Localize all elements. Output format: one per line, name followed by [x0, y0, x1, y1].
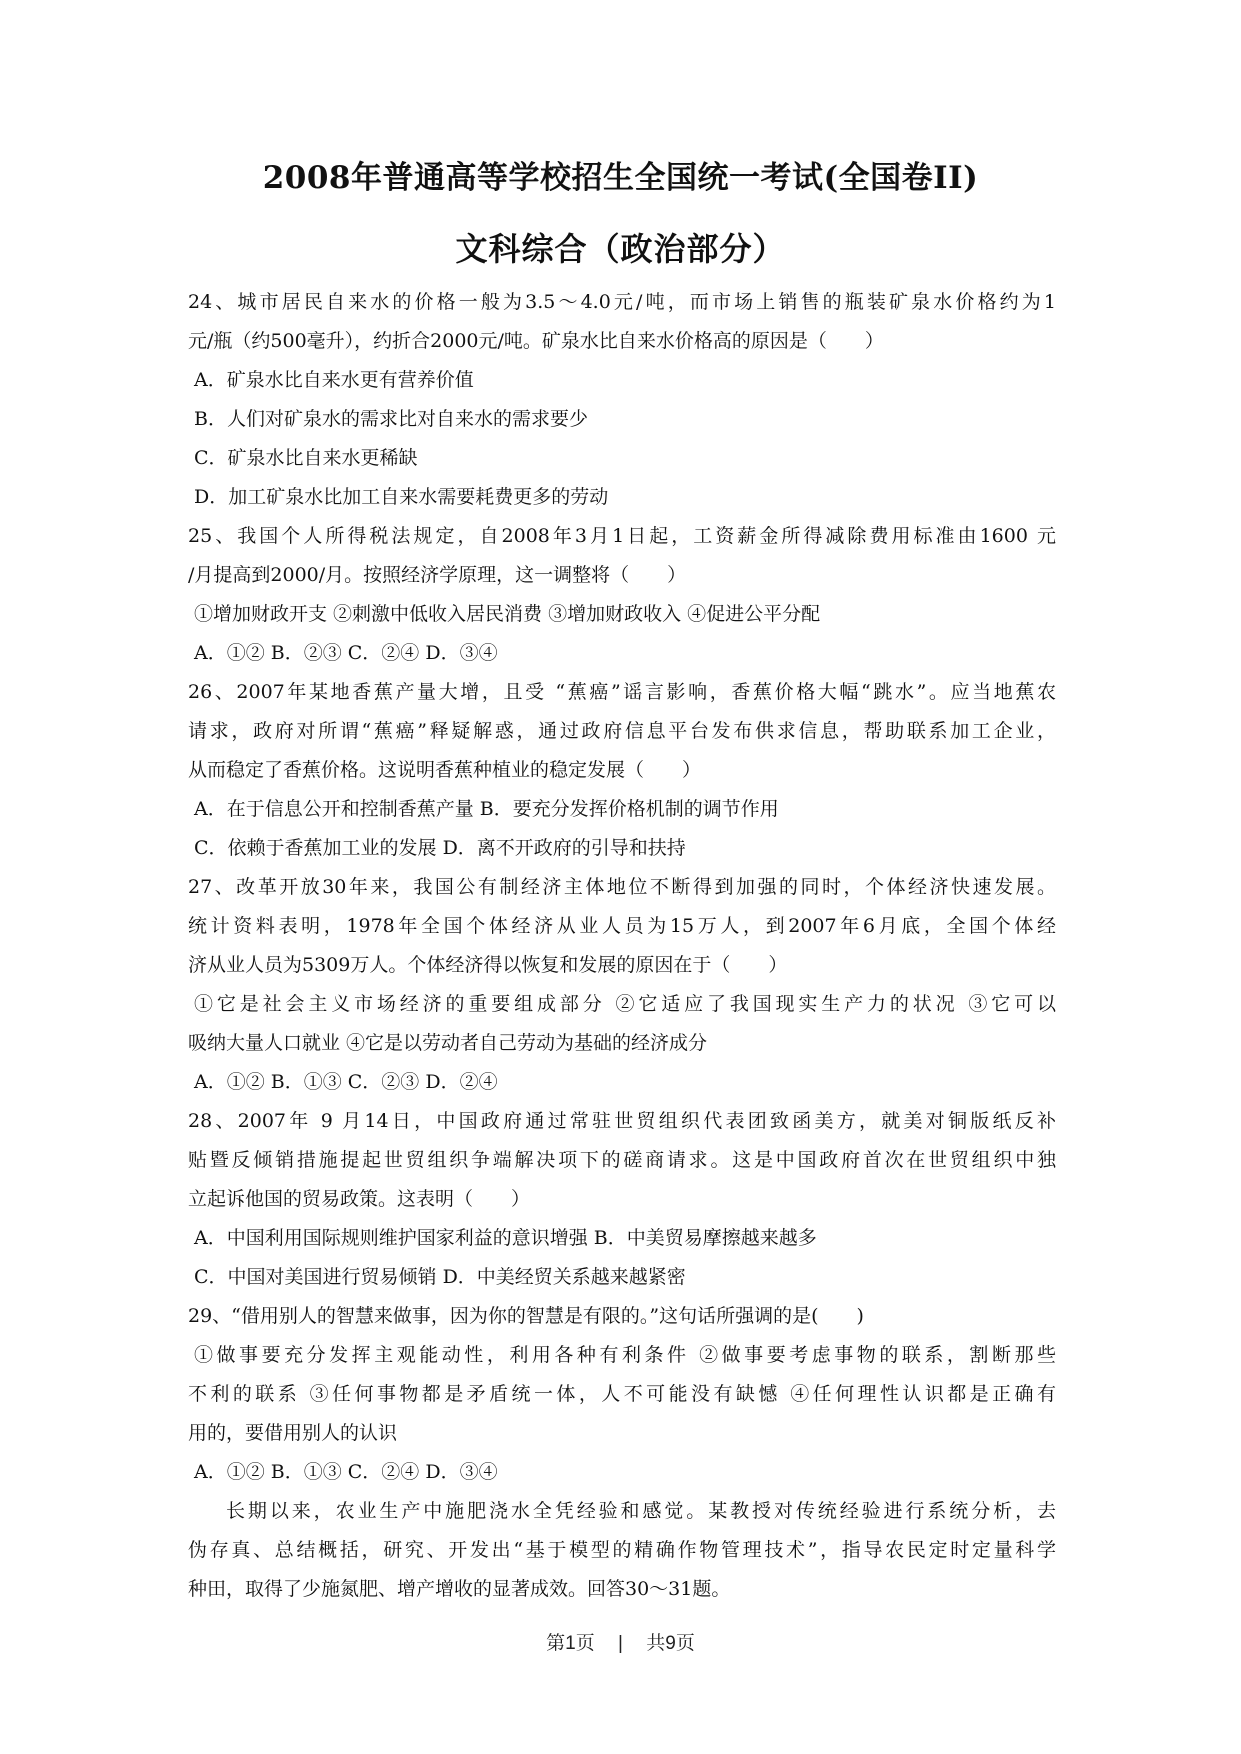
q26-options-ab: A．在于信息公开和控制香蕉产量 B．要充分发挥价格机制的调节作用	[194, 798, 779, 820]
q28-options-cd: C．中国对美国进行贸易倾销 D．中美经贸关系越来越紧密	[194, 1266, 686, 1288]
q24-stem-line-1: 24、城市居民自来水的价格一般为3.5～4.0元/吨，而市场上销售的瓶装矿泉水价格约为1	[188, 291, 1056, 313]
exam-subtitle: 文科综合（政治部分）	[455, 230, 786, 268]
q27-statements-line-1: ①它是社会主义市场经济的重要组成部分 ②它适应了我国现实生产力的状况 ③它可以	[194, 993, 1056, 1015]
q27-stem-line-2: 统计资料表明，1978年全国个体经济从业人员为15万人，到2007年6月底，全国个体经	[188, 915, 1056, 937]
page-separator: |	[618, 1633, 623, 1654]
page-total: 共9页	[646, 1633, 695, 1654]
q25-stem-line-1: 25、我国个人所得税法规定，自2008年3月1日起，工资薪金所得减除费用标准由1600 元	[188, 525, 1056, 547]
q24-option-c: C．矿泉水比自来水更稀缺	[194, 447, 418, 469]
passage-line-2: 伪存真、总结概括，研究、开发出“基于模型的精确作物管理技术”，指导农民定时定量科学	[188, 1539, 1056, 1561]
q26-stem-line-2: 请求，政府对所谓“蕉癌”释疑解惑，通过政府信息平台发布供求信息，帮助联系加工企业，	[188, 720, 1056, 742]
q28-stem-line-2: 贴暨反倾销措施提起世贸组织争端解决项下的磋商请求。这是中国政府首次在世贸组织中独	[188, 1149, 1056, 1171]
passage-line-3: 种田，取得了少施氮肥、增产增收的显著成效。回答30～31题。	[188, 1578, 731, 1600]
passage-line-1: 长期以来，农业生产中施肥浇水全凭经验和感觉。某教授对传统经验进行系统分析，去	[226, 1500, 1056, 1522]
q29-options: A．①② B．①③ C．②④ D．③④	[194, 1461, 498, 1483]
q28-stem-line-3: 立起诉他国的贸易政策。这表明（ ）	[188, 1188, 531, 1210]
q25-stem-line-2: /月提高到2000/月。按照经济学原理，这一调整将（ ）	[188, 564, 687, 586]
q25-options: A．①② B．②③ C．②④ D．③④	[194, 642, 498, 664]
q26-stem-line-3: 从而稳定了香蕉价格。这说明香蕉种植业的稳定发展（ ）	[188, 759, 702, 781]
q24-option-d: D．加工矿泉水比加工自来水需要耗费更多的劳动	[194, 486, 609, 508]
exam-body	[188, 283, 1056, 1609]
page-number: 第1页	[546, 1633, 595, 1654]
q29-stem-line-1: 29、“借用别人的智慧来做事，因为你的智慧是有限的。”这句话所强调的是( )	[188, 1305, 864, 1327]
q26-stem-line-1: 26、2007年某地香蕉产量大增，且受 “蕉癌”谣言影响，香蕉价格大幅“跳水”。应当地蕉农	[188, 681, 1056, 703]
q29-statements-line-3: 用的，要借用别人的认识	[188, 1422, 398, 1444]
exam-title: 2008年普通高等学校招生全国统一考试(全国卷II)	[262, 160, 979, 196]
q27-stem-line-3: 济从业人员为5309万人。个体经济得以恢复和发展的原因在于（ ）	[188, 954, 788, 976]
q24-option-a: A．矿泉水比自来水更有营养价值	[194, 369, 474, 391]
page-footer	[0, 1630, 1241, 1658]
q24-stem-line-2: 元/瓶（约500毫升），约折合2000元/吨。矿泉水比自来水价格高的原因是（ ）	[188, 330, 884, 352]
q24-option-b: B．人们对矿泉水的需求比对自来水的需求要少	[194, 408, 588, 430]
q27-options: A．①② B．①③ C．②③ D．②④	[194, 1071, 498, 1093]
q26-options-cd: C．依赖于香蕉加工业的发展 D．离不开政府的引导和扶持	[194, 837, 686, 859]
q29-statements-line-1: ①做事要充分发挥主观能动性，利用各种有利条件 ②做事要考虑事物的联系，割断那些	[194, 1344, 1056, 1366]
q28-options-ab: A．中国利用国际规则维护国家利益的意识增强 B．中美贸易摩擦越来越多	[194, 1227, 817, 1249]
q28-stem-line-1: 28、2007年 9 月14日，中国政府通过常驻世贸组织代表团致函美方，就美对铜版纸反补	[188, 1110, 1056, 1132]
q29-statements-line-2: 不利的联系 ③任何事物都是矛盾统一体，人不可能没有缺憾 ④任何理性认识都是正确有	[188, 1383, 1056, 1405]
q27-statements-line-2: 吸纳大量人口就业 ④它是以劳动者自己劳动为基础的经济成分	[188, 1032, 708, 1054]
q25-statements: ①增加财政开支 ②刺激中低收入居民消费 ③增加财政收入 ④促进公平分配	[194, 603, 821, 625]
q27-stem-line-1: 27、改革开放30年来，我国公有制经济主体地位不断得到加强的同时，个体经济快速发展。	[188, 876, 1056, 898]
